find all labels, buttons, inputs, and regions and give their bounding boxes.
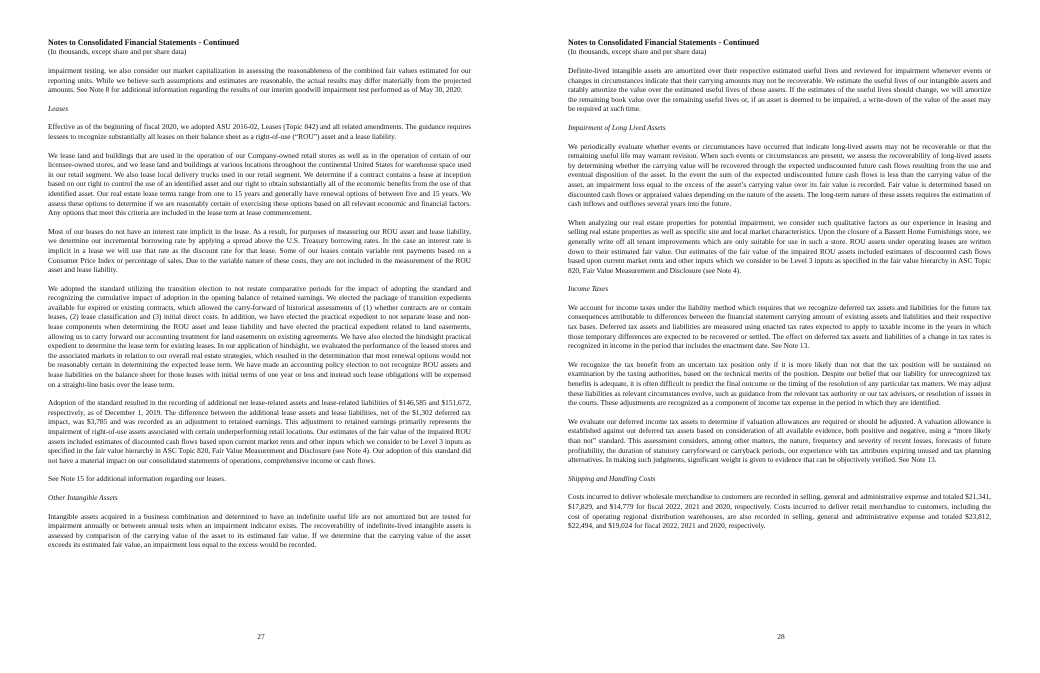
paragraph: Adoption of the standard resulted in the recording of additional net lease-related assets and lease-related liabilities of $146,585 and $151,672, respectively, as of December 1, 2019. The difference between the additional lease assets and lease liabilities, net of the $1,302 deferred tax impact, was $3,785 and was recorded as an adjustment to retained earnings. This adjustment to retained earnings primarily represents the impairment of right-of-use assets associated with certain underperforming retail locations. Our estimates of the fair value of the impaired ROU assets included estimates of discounted cash flows based upon current market rents and other inputs which we consider to be Level 3 inputs as specified in the fair value hierarchy in ASC Topic 820, Fair Value Measurement and Disclosure (see Note 4). Our adoption of this standard did not have a material impact on our consolidated statements of operations, comprehensive income or cash flows. <box>48 398 471 465</box>
page-header-title: Notes to Consolidated Financial Statements - Continued <box>48 38 240 47</box>
page-header-subtitle: (In thousands, except share and per share data) <box>568 47 707 56</box>
paragraph: We evaluate our deferred income tax assets to determine if valuation allowances are required or should be adjusted. A valuation allowance is established against our deferred tax assets based on consideration of all available evidence, both positive and negative, using a “more likely than not” standard. This assessment considers, among other matters, the nature, frequency and severity of recent losses, forecasts of future profitability, the duration of statutory carryforward or carryback periods, our experience with tax attributes expiring unused and tax planning alternatives. In making such judgments, significant weight is given to evidence that can be objectively verified. See Note 13. <box>568 416 991 465</box>
paragraph: Intangible assets acquired in a business combination and determined to have an indefinite useful life are not amortized but are tested for impairment annually or between annual tests when an impairment indicator exists. The recoverability of indefinite-lived intangible assets is assessed by comparison of the carrying value of the asset to its estimated fair value. If we determine that the carrying value of the asset exceeds its estimated fair value, an impairment loss equal to the excess would be recorded. <box>48 511 471 550</box>
section-heading-other-intangible-assets: Other Intangible Assets <box>48 492 118 502</box>
paragraph: Effective as of the beginning of fiscal 2020, we adopted ASU 2016-02, Leases (Topic 842) and all related amendments. The guidance requires lessees to recognize substantially all leases on their balance sheet as a right-of-use (“ROU”) asset and a lease liability. <box>48 122 471 141</box>
page-header-title: Notes to Consolidated Financial Statements - Continued <box>568 38 760 47</box>
section-heading-impairment-long-lived-assets: Impairment of Long Lived Assets <box>568 122 666 132</box>
paragraph: We account for income taxes under the liability method which requires that we recognize deferred tax assets and liabilities for the future tax consequences attributable to differences between the financial statement carrying amount of existing assets and liabilities and their respective tax bases. Deferred tax assets and liabilities are measured using enacted tax rates expected to apply to taxable income in the years in which those temporary differences are expected to be recovered or settled. The effect on deferred tax assets and liabilities of a change in tax rates is recognized in income in the period that includes the enactment date. See Note 13. <box>568 302 991 351</box>
paragraph: Costs incurred to deliver wholesale merchandise to customers are recorded in selling, general and administrative expense and totaled $21,341, $17,829, and $14,779 for fiscal 2022, 2021 and 2020, respectively. Costs incurred to deliver retail merchandise to customers, including the cost of operating regional distribution warehouses, are also recorded in selling, general and administrative expense and totaled $23,812, $22,494, and $19,024 for fiscal 2022, 2021 and 2020, respectively. <box>568 492 991 531</box>
paragraph: We periodically evaluate whether events or circumstances have occurred that indicate long-lived assets may not be recoverable or that the remaining useful life may warrant revision. When such events or circumstances are present, we assess the recoverability of long-lived assets by determining whether the carrying value will be recovered through the expected undiscounted future cash flows resulting from the use and eventual disposition of the asset. In the event the sum of the expected undiscounted future cash flows is less than the carrying value of the asset, an impairment loss equal to the excess of the asset’s carrying value over its fair value is recorded. Fair value is determined based on discounted cash flows or appraised values depending on the nature of the assets. The long-term nature of these assets requires the estimation of cash inflows and outflows several years into the future. <box>568 141 991 209</box>
section-heading-shipping-handling-costs: Shipping and Handling Costs <box>568 473 656 483</box>
paragraph: impairment testing, we also consider our market capitalization in assessing the reasonableness of the combined fair values estimated for our reporting units. While we believe such assumptions and estimates are reasonable, the actual results may differ materially from the projected amounts. See Note 8 for additional information regarding the results of our interim goodwill impairment test performed as of May 30, 2020. <box>48 66 471 95</box>
paragraph: Definite-lived intangible assets are amortized over their respective estimated useful lives and reviewed for impairment whenever events or changes in circumstances indicate that their carrying amounts may not be recoverable. We estimate the useful lives of our intangible assets and ratably amortize the value over the estimated useful lives of those assets. If the estimates of the useful lives should change, we will amortize the remaining book value over the remaining useful lives or, if an asset is deemed to be impaired, a write-down of the value of the asset may be required at such time. <box>568 66 991 114</box>
paragraph: Most of our leases do not have an interest rate implicit in the lease. As a result, for purposes of measuring our ROU asset and lease liability, we determine our incremental borrowing rate by applying a spread above the U.S. Treasury borrowing rates. In the case an interest rate is implicit in a lease we will use that rate as the discount rate for that lease. Some of our leases contain variable rent payments based on a Consumer Price Index or percentage of sales. Due to the variable nature of these costs, they are not included in the measurement of the ROU asset and lease liability. <box>48 226 471 275</box>
paragraph: We lease land and buildings that are used in the operation of our Company-owned retail stores as well as in the operation of certain of our licensee-owned stores, and we lease land and buildings at various locations throughout the continental United States for warehouse space used in our retail segment. We also lease local delivery trucks used in our retail segment. We determine if a contract contains a lease at inception based on our right to control the use of an identified asset and our right to obtain substantially all of the economic benefits from the use of that identified asset. Our real estate lease terms range from one to 15 years and generally have renewal options of between five and 15 years. We assess these options to determine if we are reasonably certain of exercising these options based on all relevant economic and financial factors. Any options that meet this criteria are included in the lease term at lease commencement. <box>48 150 471 218</box>
right-page-body <box>568 66 991 531</box>
paragraph: When analyzing our real estate properties for potential impairment, we consider such qualitative factors as our experience in leasing and selling real estate properties as well as specific site and local market characteristics. Upon the closure of a Bassett Home Furnishings store, we generally write off all tenant improvements which are only suitable for use in such a store. ROU assets under operating leases are written down to their estimated fair value. Our estimates of the fair value of the impaired ROU assets included estimates of discounted cash flows based upon current market rents and other inputs which we consider to be Level 3 inputs as specified in the fair value hierarchy in ASC Topic 820, Fair Value Measurement and Disclosure (see Note 4). <box>568 217 991 275</box>
page-number-left: 27 <box>257 632 265 641</box>
paragraph: We recognize the tax benefit from an uncertain tax position only if it is more likely than not that the tax position will be sustained on examination by the taxing authorities, based on the technical merits of the position. Despite our belief that our liability for unrecognized tax benefits is adequate, it is often difficult to predict the final outcome or the timing of the resolution of any particular tax matters. We may adjust these liabilities as relevant circumstances evolve, such as guidance from the relevant tax authority or our tax advisors, or resolution of issues in the courts. These adjustments are recognized as a component of income tax expense in the period in which they are identified. <box>568 359 991 408</box>
section-heading-income-taxes: Income Taxes <box>568 284 609 294</box>
section-heading-leases: Leases <box>48 103 69 113</box>
left-page-body <box>48 66 471 550</box>
paragraph: See Note 15 for additional information regarding our leases. <box>48 474 226 484</box>
page-header-subtitle: (In thousands, except share and per share data) <box>48 47 187 56</box>
page-number-right: 28 <box>777 632 785 641</box>
paragraph: We adopted the standard utilizing the transition election to not restate comparative periods for the impact of adopting the standard and recognizing the cumulative impact of adoption in the opening balance of retained earnings. We elected the package of transition expedients available for expired or existing contracts, which allowed the carry-forward of historical assessments of (1) whether contracts are or contain leases, (2) lease classification and (3) initial direct costs. In addition, we have elected the practical expedient to not separate lease and non-lease components when determining the ROU asset and lease liability and have elected the practical expedient related to land easements, allowing us to carry forward our accounting treatment for land easements on existing agreements. We have also elected the hindsight practical expedient to determine the lease term for existing leases. In our application of hindsight, we evaluated the performance of the leased stores and the associated markets in relation to our overall real estate strategies, which resulted in the determination that most renewal options would not be reasonably certain in determining the expected lease term. We have made an accounting policy election to not recognize ROU assets and lease liabilities on the balance sheet for those leases with initial terms of one year or less and instead such lease obligations will be expensed on a straight-line basis over the lease term. <box>48 283 471 389</box>
right-page <box>568 38 991 540</box>
left-page <box>48 38 471 559</box>
